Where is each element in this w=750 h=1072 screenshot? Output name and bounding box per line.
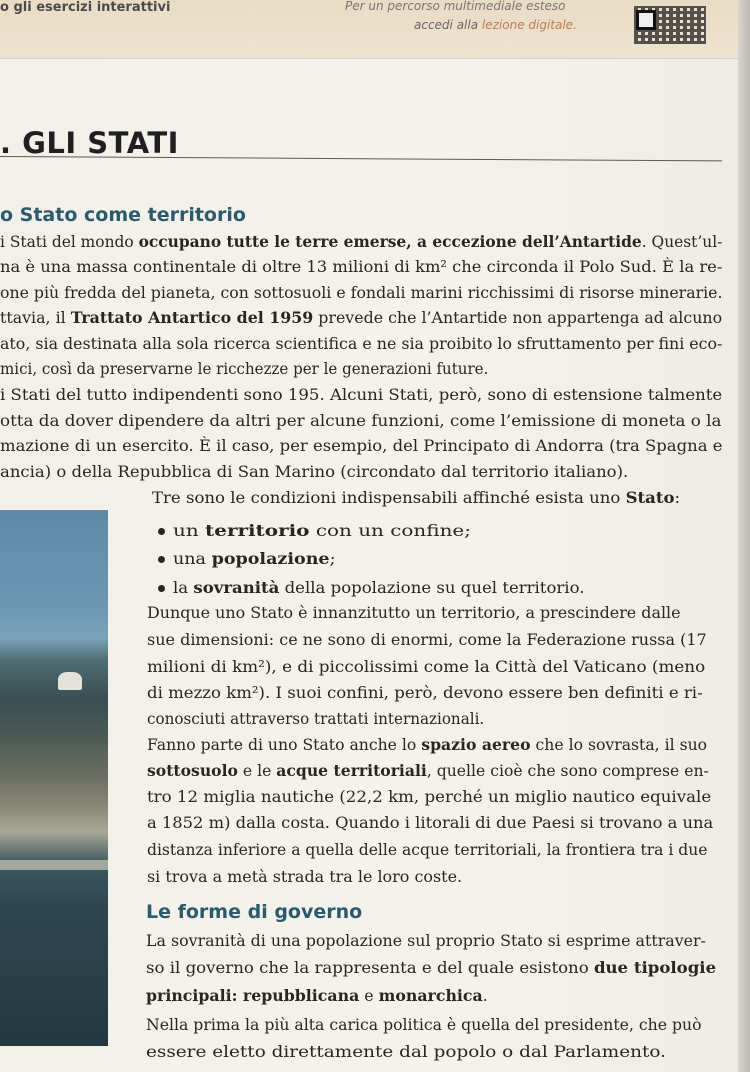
paragraph-line: [152, 488, 680, 508]
paragraph-line: [0, 385, 722, 405]
text-run: Fanno parte di uno Stato anche lo: [147, 735, 422, 754]
text-run: na è una massa continentale di oltre 13 milioni di km² che circonda il Polo Sud. È la re-: [0, 257, 723, 276]
paragraph-line: [147, 761, 709, 781]
paragraph-line: [0, 359, 488, 379]
text-run: e: [359, 986, 379, 1005]
text-run: distanza inferiore a quella delle acque territoriali, la frontiera tra i due: [147, 840, 708, 859]
paragraph-line: [147, 657, 705, 677]
text-run: ato, sia destinata alla sola ricerca scientifica e ne sia proibito lo sfruttamento per fini eco-: [0, 334, 723, 353]
text-run: Stato: [625, 488, 675, 507]
text-run: mazione di un esercito. È il caso, per esempio, del Principato di Andorra (tra Spagna e: [0, 436, 723, 455]
text-run: i Stati del tutto indipendenti sono 195. Alcuni Stati, però, sono di estensione talmente: [0, 385, 723, 404]
text-run: , quelle cioè che sono comprese en-: [426, 761, 709, 780]
text-run: i Stati del mondo: [0, 232, 139, 251]
paragraph-line: [146, 1015, 702, 1035]
paragraph-line: [146, 931, 706, 951]
paragraph-line: [146, 1042, 666, 1062]
header-right-line2: [414, 18, 577, 32]
text-run: monarchica: [378, 986, 483, 1005]
header-right-prefix: accedi alla: [414, 18, 482, 32]
paragraph-line: [147, 787, 711, 807]
text-run: della popolazione su quel territorio.: [279, 578, 585, 597]
text-run: una: [173, 549, 212, 568]
paragraph-line: [147, 683, 703, 703]
paragraph-line: [147, 813, 713, 833]
paragraph-line: [147, 709, 484, 729]
text-run: ttavia, il: [0, 308, 71, 327]
text-run: sovranità: [193, 578, 280, 597]
subsection-title-government: Le forme di governo: [146, 901, 363, 923]
text-run: un: [173, 521, 206, 540]
paragraph-line: [147, 867, 462, 887]
text-run: otta da dover dipendere da altri per alcune funzioni, come l’emissione di moneta o la: [0, 411, 722, 430]
text-run: conosciuti attraverso trattati internazionali.: [147, 709, 485, 728]
text-run: Tre sono le condizioni indispensabili affinché esista uno: [152, 488, 626, 507]
text-run: sue dimensioni: ce ne sono di enormi, come la Federazione russa (17: [147, 630, 707, 649]
text-run: con un confine;: [309, 521, 471, 540]
bullet-dot: [158, 585, 165, 592]
photo-iceberg: [58, 672, 82, 690]
text-run: acque territoriali: [276, 761, 427, 780]
bullet-dot: [158, 528, 165, 535]
paragraph-line: [0, 334, 722, 354]
bullet-item: [173, 578, 584, 598]
text-run: che lo sovrasta, il suo: [530, 735, 708, 754]
paragraph-line: [0, 411, 721, 431]
paragraph-line: [147, 630, 707, 650]
paragraph-line: [0, 436, 722, 456]
paragraph-line: [0, 257, 722, 277]
text-run: e le: [237, 761, 277, 780]
text-run: spazio aereo: [421, 735, 531, 754]
text-run: la: [173, 578, 194, 597]
text-run: mici, così da preservarne le ricchezze per le generazioni future.: [0, 359, 489, 378]
header-right-line1: Per un percorso multimediale esteso: [345, 0, 566, 13]
text-run: La sovranità di una popolazione sul proprio Stato si esprime attraver-: [146, 931, 706, 950]
text-run: .: [482, 986, 488, 1005]
subsection-title-territory: o Stato come territorio: [0, 204, 246, 226]
text-run: :: [674, 488, 681, 507]
text-run: territorio: [205, 521, 310, 540]
paragraph-line: [147, 840, 707, 860]
text-run: occupano tutte le terre emerse, a eccezione dell’Antartide: [138, 232, 642, 251]
text-run: prevede che l’Antartide non appartenga ad alcuno: [313, 308, 723, 327]
paragraph-line: [0, 462, 628, 482]
text-run: sottosuolo: [147, 761, 238, 780]
bullet-item: [173, 521, 471, 541]
qr-finder-icon: [636, 10, 656, 30]
paragraph-line: [0, 308, 722, 328]
paragraph-line: [0, 283, 722, 303]
text-run: Dunque uno Stato è innanzitutto un territorio, a prescindere dalle: [147, 603, 681, 622]
text-run: so il governo che la rappresenta e del quale esistono: [146, 958, 594, 977]
text-run: due tipologie: [593, 958, 717, 977]
header-band: [0, 0, 738, 59]
text-run: milioni di km²), e di piccolissimi come la Città del Vaticano (meno: [147, 657, 706, 676]
section-title: . GLI STATI: [0, 126, 179, 160]
page-edge: [738, 0, 750, 1072]
photo-shoreline: [0, 860, 108, 870]
text-run: ancia) o della Repubblica di San Marino (circondato dal territorio italiano).: [0, 462, 629, 481]
text-run: Nella prima la più alta carica politica è quella del presidente, che può: [146, 1015, 702, 1034]
text-run: Trattato Antartico del 1959: [70, 308, 314, 327]
text-run: principali: repubblicana: [146, 986, 360, 1005]
paragraph-line: [147, 603, 681, 623]
text-run: tro 12 miglia nautiche (22,2 km, perché un miglio nautico equivale: [147, 787, 712, 806]
text-run: one più fredda del pianeta, con sottosuoli e fondali marini ricchissimi di risorse minerarie.: [0, 283, 723, 302]
text-run: . Quest’ul-: [641, 232, 723, 251]
text-run: ;: [329, 549, 336, 568]
text-run: a 1852 m) dalla costa. Quando i litorali di due Paesi si trovano a una: [147, 813, 714, 832]
paragraph-line: [146, 958, 716, 978]
text-run: popolazione: [211, 549, 330, 568]
text-run: si trova a metà strada tra le loro coste.: [147, 867, 463, 886]
digital-lesson-link[interactable]: lezione digitale.: [481, 18, 577, 32]
paragraph-line: [147, 735, 707, 755]
paragraph-line: [0, 232, 722, 252]
paragraph-line: [146, 986, 488, 1006]
text-run: di mezzo km²). I suoi confini, però, devono essere ben definiti e ri-: [147, 683, 703, 702]
bullet-dot: [158, 556, 165, 563]
landscape-photo: [0, 510, 108, 1046]
header-left-text: o gli esercizi interattivi: [0, 0, 171, 15]
bullet-item: [173, 549, 335, 569]
text-run: essere eletto direttamente dal popolo o dal Parlamento.: [146, 1042, 666, 1061]
